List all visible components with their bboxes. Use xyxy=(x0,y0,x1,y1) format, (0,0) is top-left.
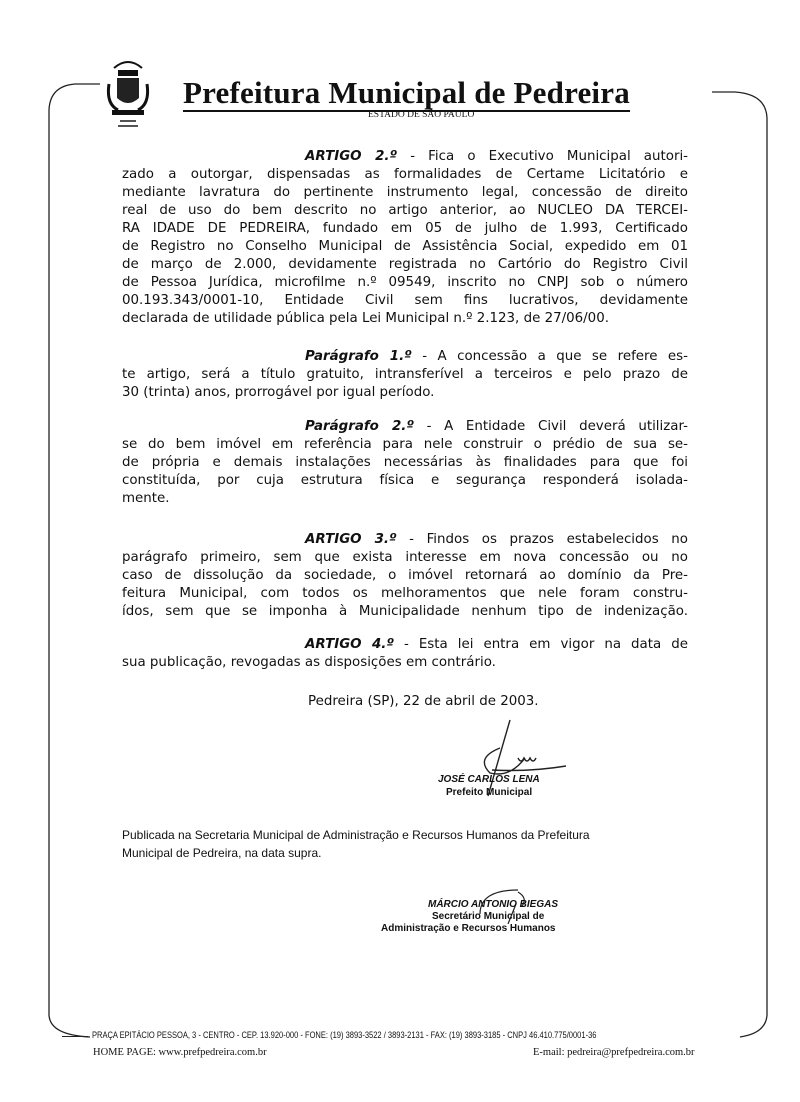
line: - Findos os prazos estabelecidos no xyxy=(409,532,688,547)
line: 30 (trinta) anos, prorrogável por igual período. xyxy=(122,385,435,400)
line: zado a outorgar, dispensadas as formalidades de Certame Licitatório e xyxy=(122,167,688,182)
footer-rule-left xyxy=(62,1036,88,1037)
line: 00.193.343/0001-10, Entidade Civil sem fins lucrativos, devidamente xyxy=(122,293,688,308)
date-line: Pedreira (SP), 22 de abril de 2003. xyxy=(308,694,539,709)
line: - Fica o Executivo Municipal autori- xyxy=(410,149,688,164)
line: de março de 2.000, devidamente registrada no Cartório do Registro Civil xyxy=(122,257,688,272)
line: - A Entidade Civil deverá utilizar- xyxy=(426,419,688,434)
line: real de uso do bem descrito no artigo anterior, ao NUCLEO DA TERCEI- xyxy=(122,203,688,218)
lead: ARTIGO 4.º xyxy=(305,637,394,652)
line: mente. xyxy=(122,491,170,506)
line: de própria e demais instalações necessárias às finalidades para que foi xyxy=(122,455,688,470)
page-title: Prefeitura Municipal de Pedreira xyxy=(183,75,630,110)
line: feitura Municipal, com todos os melhoramentos que nele foram constru- xyxy=(122,586,688,601)
signature-1-scribble xyxy=(470,718,570,798)
artigo-4 xyxy=(122,636,688,672)
paragrafo-2 xyxy=(122,418,688,508)
city-seal-icon xyxy=(106,54,150,132)
signature-2-name: MÁRCIO ANTONIO BIEGAS xyxy=(428,899,559,910)
line: - Esta lei entra em vigor na data de xyxy=(403,637,688,652)
line: sua publicação, revogadas as disposições em contrário. xyxy=(122,655,496,670)
signature-1-role: Prefeito Municipal xyxy=(446,787,533,798)
line: declarada de utilidade pública pela Lei Municipal n.º 2.123, de 27/06/00. xyxy=(122,311,609,326)
lead: Parágrafo 1.º xyxy=(305,349,412,364)
footer-address: PRAÇA EPITÁCIO PESSOA, 3 - CENTRO - CEP. 13.920-000 - FONE: (19) 3893-3522 / 3893-2131 - FAX: (19) 3893-3185 - CNPJ 46.410.775/0001-36 xyxy=(92,1030,597,1040)
footer-email[interactable]: E-mail: pedreira@prefpedreira.com.br xyxy=(533,1047,695,1058)
state-subtitle: ESTADO DE SÃO PAULO xyxy=(368,110,475,120)
line: parágrafo primeiro, sem que exista interesse em nova concessão ou no xyxy=(122,550,688,565)
line: de Pessoa Jurídica, microfilme n.º 09549, inscrito no CNPJ sob o número xyxy=(122,275,688,290)
lead: ARTIGO 2.º xyxy=(305,149,398,164)
line: te artigo, será a título gratuito, intransferível a terceiros e pelo prazo de xyxy=(122,367,688,382)
line: - A concessão a que se refere es- xyxy=(422,349,688,364)
signature-1-name: JOSÉ CARLOS LENA xyxy=(438,774,540,785)
artigo-2 xyxy=(122,148,688,328)
paragrafo-1 xyxy=(122,348,688,402)
line: de Registro no Conselho Municipal de Assistência Social, expedido em 01 xyxy=(122,239,688,254)
footer-homepage[interactable]: HOME PAGE: www.prefpedreira.com.br xyxy=(93,1047,267,1058)
signature-2-role-1: Secretário Municipal de xyxy=(432,911,545,922)
lead: Parágrafo 2.º xyxy=(305,419,414,434)
line: caso de dissolução da sociedade, o imóvel retornará ao domínio da Pre- xyxy=(122,568,688,583)
publication-line-1: Publicada na Secretaria Municipal de Administração e Recursos Humanos da Prefeitura xyxy=(122,828,590,842)
line: RA IDADE DE PEDREIRA, fundado em 05 de julho de 1.993, Certificado xyxy=(122,221,688,236)
artigo-3 xyxy=(122,531,688,621)
signature-2-role-2: Administração e Recursos Humanos xyxy=(381,923,556,934)
line: ídos, sem que se imponha à Municipalidade nenhum tipo de indenização. xyxy=(122,604,688,619)
publication-line-2: Municipal de Pedreira, na data supra. xyxy=(122,846,322,860)
lead: ARTIGO 3.º xyxy=(305,532,397,547)
line: constituída, por cuja estrutura física e segurança responderá isolada- xyxy=(122,473,688,488)
line: mediante lavratura do pertinente instrumento legal, concessão de direito xyxy=(122,185,688,200)
line: se do bem imóvel em referência para nele construir o prédio de sua se- xyxy=(122,437,688,452)
